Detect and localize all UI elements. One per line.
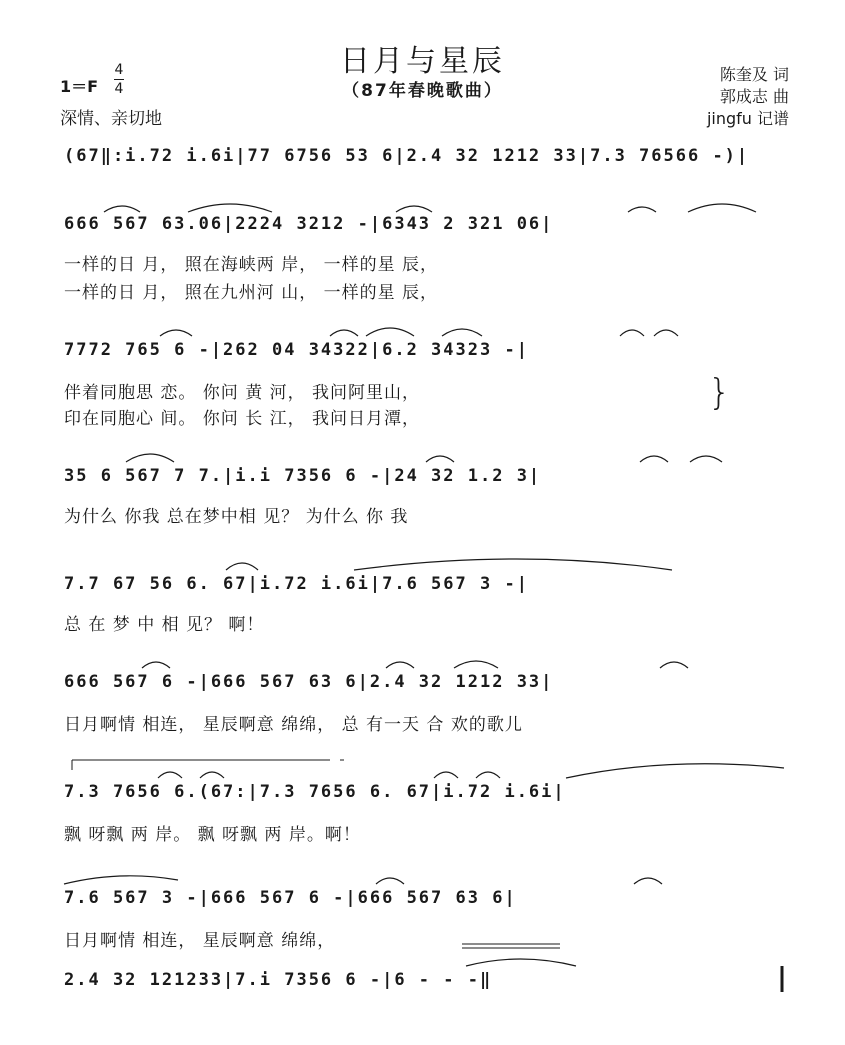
transcriber-credit: jingfu 记谱 bbox=[706, 109, 789, 128]
lyric-line-7: 飘 呀飘 两 岸。 飘 呀飘 两 岸。啊！ bbox=[64, 825, 361, 845]
slur-mark bbox=[376, 878, 404, 884]
slur-mark bbox=[634, 878, 662, 884]
slur-mark bbox=[366, 328, 414, 336]
lyric-line-5: 总 在 梦 中 相 见？ 啊！ bbox=[64, 615, 265, 635]
slur-mark bbox=[620, 330, 644, 336]
slur-mark bbox=[566, 764, 784, 778]
slur-mark bbox=[64, 876, 178, 884]
key-signature: 1＝F bbox=[60, 77, 99, 96]
slur-mark bbox=[160, 330, 192, 336]
notation-line-4: 35 6 567 7 7.|i.i 7356 6 -|24 32 1.2 3| bbox=[64, 466, 542, 486]
verse-brace: } bbox=[708, 372, 731, 413]
time-signature-bottom: 4 bbox=[114, 81, 124, 97]
slur-mark bbox=[158, 772, 182, 778]
lyric-line-3a: 伴着同胞思 恋。 你问 黄 河， 我问阿里山， bbox=[64, 383, 421, 403]
time-signature-top: 4 bbox=[114, 62, 124, 78]
slur-mark bbox=[690, 456, 722, 462]
slur-mark bbox=[654, 330, 678, 336]
slur-mark bbox=[434, 772, 458, 778]
lyric-line-2a: 一样的日 月， 照在海峡两 岸， 一样的星 辰， bbox=[64, 255, 439, 275]
lyric-line-6: 日月啊情 相连， 星辰啊意 绵绵， 总 有一天 合 欢的歌儿 bbox=[64, 715, 523, 735]
slur-mark bbox=[628, 207, 656, 212]
slur-mark bbox=[442, 329, 482, 336]
composer-credit: 郭成志 曲 bbox=[719, 87, 789, 106]
tempo-marking: 深情、亲切地 bbox=[60, 109, 162, 129]
slur-mark bbox=[354, 559, 672, 570]
notation-line-6: 666 567 6 -|666 567 63 6|2.4 32 1212 33| bbox=[64, 672, 554, 692]
slur-mark bbox=[476, 772, 500, 778]
slur-mark bbox=[104, 206, 140, 212]
slur-mark bbox=[426, 456, 454, 462]
song-subtitle: （87年春晚歌曲） bbox=[342, 81, 503, 101]
slur-mark bbox=[126, 454, 174, 462]
slur-mark bbox=[330, 330, 358, 336]
notation-line-7: 7.3 7656 6.(67:|7.3 7656 6. 67|i.72 i.6i| bbox=[64, 782, 566, 802]
notation-line-3: 7772 765 6 -|262 04 34322|6.2 34323 -| bbox=[64, 340, 529, 360]
slur-mark bbox=[660, 662, 688, 668]
slur-mark bbox=[188, 204, 272, 212]
slur-mark bbox=[142, 662, 170, 668]
lyric-line-4: 为什么 你我 总在梦中相 见？ 为什么 你 我 bbox=[64, 507, 409, 527]
notation-line-2: 666 567 63.06|2224 3212 -|6343 2 321 06| bbox=[64, 214, 554, 234]
slur-mark bbox=[640, 456, 668, 462]
lyric-line-3b: 印在同胞心 间。 你问 长 江， 我问日月潭， bbox=[64, 409, 421, 429]
notation-line-8: 7.6 567 3 -|666 567 6 -|666 567 63 6| bbox=[64, 888, 517, 908]
lyric-line-2b: 一样的日 月， 照在九州河 山， 一样的星 辰， bbox=[64, 283, 439, 303]
slur-mark bbox=[226, 563, 258, 570]
slur-mark bbox=[396, 206, 432, 212]
notation-line-5: 7.7 67 56 6. 67|i.72 i.6i|7.6 567 3 -| bbox=[64, 574, 529, 594]
notation-line-9: 2.4 32 121233|7.i 7356 6 -|6 - - -‖ bbox=[64, 970, 493, 990]
lyric-line-8: 日月啊情 相连， 星辰啊意 绵绵， bbox=[64, 931, 336, 951]
song-title: 日月与星辰 bbox=[340, 44, 505, 79]
slur-mark bbox=[466, 959, 576, 966]
slur-mark bbox=[200, 772, 224, 778]
slur-mark bbox=[386, 662, 414, 668]
lyricist-credit: 陈奎及 词 bbox=[719, 65, 789, 84]
slur-mark bbox=[454, 661, 498, 668]
slur-mark bbox=[688, 204, 756, 212]
notation-line-1: (67‖:i.72 i.6i|77 6756 53 6|2.4 32 1212 33|7.3 76566 -)| bbox=[64, 146, 750, 166]
